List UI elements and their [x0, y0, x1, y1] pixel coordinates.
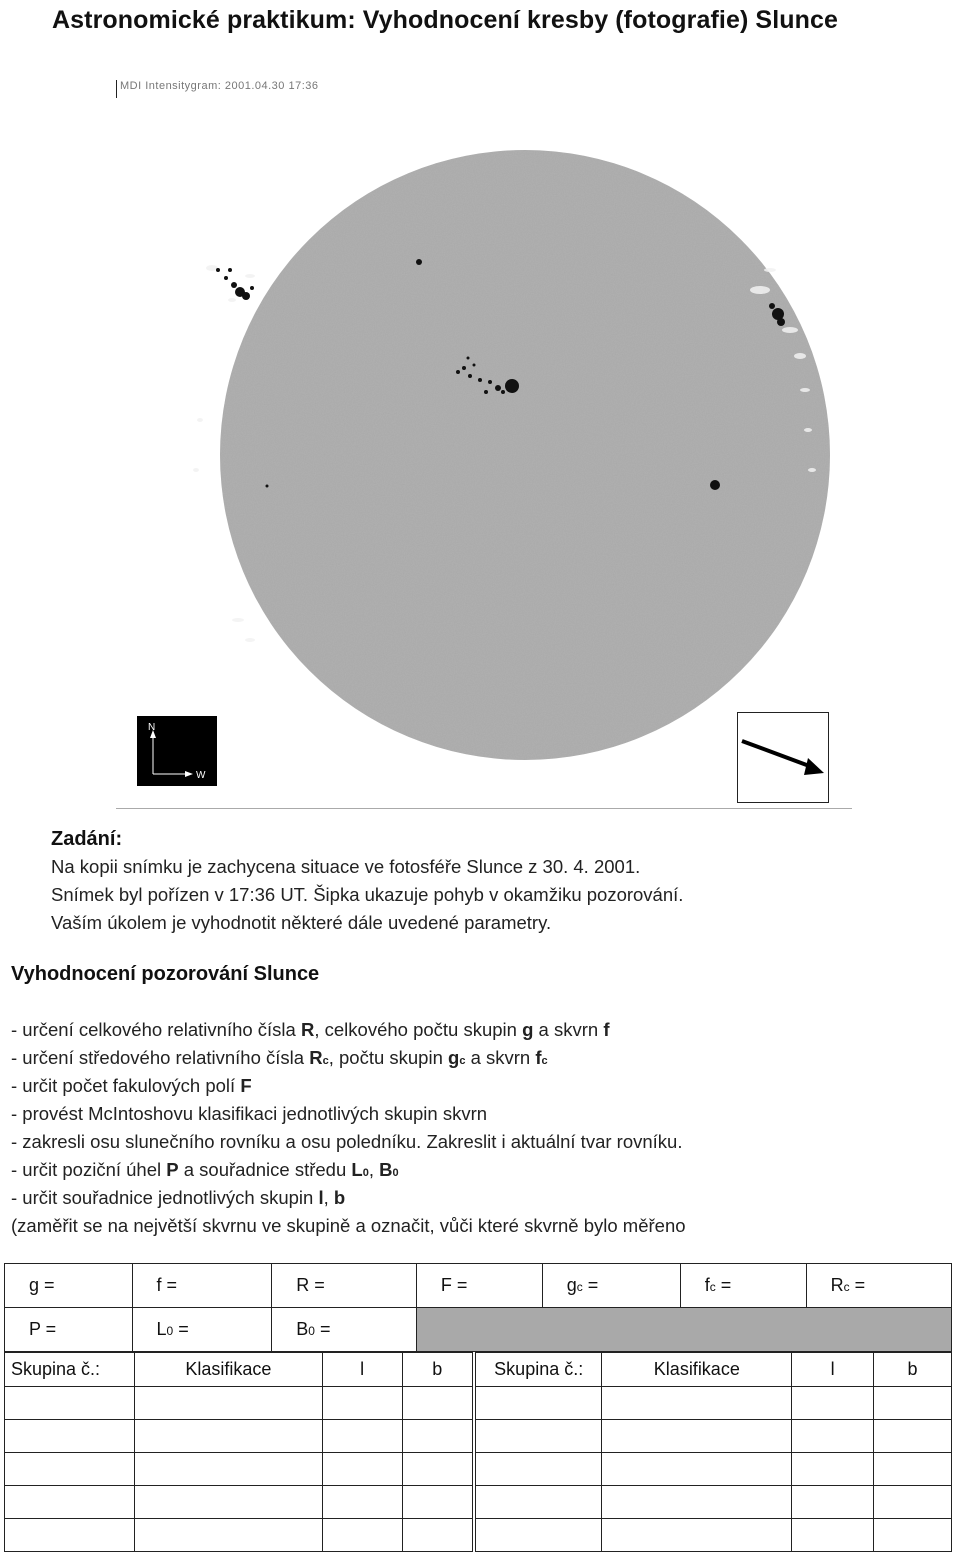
sunspot [468, 374, 472, 378]
cell-F[interactable]: F = [416, 1264, 542, 1308]
shaded-cell [416, 1308, 951, 1352]
cell-fc[interactable]: fc = [680, 1264, 806, 1308]
table-cell[interactable] [792, 1387, 874, 1420]
table-cell[interactable] [402, 1420, 474, 1453]
sunspot [456, 370, 460, 374]
west-label: W [196, 770, 206, 781]
task-item: - určení celkového relativního čísla R, celkového počtu skupin g a skvrn f [11, 1019, 610, 1040]
header-l: l [322, 1353, 402, 1387]
table-cell[interactable] [474, 1453, 602, 1486]
sunspot [495, 385, 501, 391]
cell-R[interactable]: R = [272, 1264, 417, 1308]
facula [808, 468, 816, 472]
sunspot [488, 380, 492, 384]
table-cell[interactable] [5, 1519, 135, 1552]
sunspot [478, 378, 482, 382]
orientation-indicator [137, 716, 217, 786]
sunspot [710, 480, 720, 490]
assignment-heading: Zadání: [51, 828, 123, 850]
header-l: l [792, 1353, 874, 1387]
table-cell[interactable] [322, 1420, 402, 1453]
north-label: N [148, 722, 156, 733]
table-row [5, 1453, 952, 1486]
facula [228, 298, 236, 302]
task-item: - určit poziční úhel P a souřadnice středu L0, B0 [11, 1159, 399, 1180]
header-b: b [402, 1353, 474, 1387]
sunspot [231, 282, 237, 288]
table-cell[interactable] [474, 1486, 602, 1519]
facula [193, 468, 199, 472]
table-row [5, 1519, 952, 1552]
summary-table [4, 1263, 952, 1352]
table-cell[interactable] [474, 1519, 602, 1552]
task-item: - provést McIntoshovu klasifikaci jednotlivých skupin skvrn [11, 1103, 488, 1124]
task-item: - určit počet fakulových polí F [11, 1075, 252, 1096]
assignment-line: Na kopii snímku je zachycena situace ve fotosféře Slunce z 30. 4. 2001. [51, 856, 641, 877]
header-group-number: Skupina č.: [5, 1353, 135, 1387]
table-cell[interactable] [874, 1486, 952, 1519]
cell-P[interactable]: P = [5, 1308, 133, 1352]
table-cell[interactable] [602, 1387, 792, 1420]
table-cell[interactable] [602, 1453, 792, 1486]
facula [782, 327, 798, 333]
sunspot [777, 318, 785, 326]
table-cell[interactable] [474, 1387, 602, 1420]
cell-Rc[interactable]: Rc = [806, 1264, 951, 1308]
sunspot [216, 268, 220, 272]
facula [764, 268, 776, 272]
facula [800, 388, 810, 392]
table-cell[interactable] [874, 1453, 952, 1486]
cell-gc[interactable]: gc = [542, 1264, 680, 1308]
table-cell[interactable] [792, 1486, 874, 1519]
motion-arrow-icon [738, 713, 827, 801]
cell-f[interactable]: f = [132, 1264, 272, 1308]
table-cell[interactable] [402, 1453, 474, 1486]
task-item: - určit souřadnice jednotlivých skupin l, b [11, 1187, 346, 1208]
assignment-line: Snímek byl pořízen v 17:36 UT. Šipka ukazuje pohyb v okamžiku pozorování. [51, 884, 684, 905]
facula [245, 274, 255, 278]
divider [116, 808, 852, 809]
facula [245, 638, 255, 642]
facula [750, 286, 770, 294]
sunspot [505, 379, 519, 393]
task-item: - zakresli osu slunečního rovníku a osu poledníku. Zakreslit i aktuální tvar rovníku. [11, 1131, 683, 1152]
sunspot [467, 357, 470, 360]
table-cell[interactable] [874, 1420, 952, 1453]
header-group-number: Skupina č.: [474, 1353, 602, 1387]
task-item: (zaměřit se na největší skvrnu ve skupině a označit, vůči které skvrně bylo měřeno [11, 1215, 686, 1236]
table-cell[interactable] [874, 1519, 952, 1552]
table-cell[interactable] [402, 1519, 474, 1552]
evaluation-heading: Vyhodnocení pozorování Slunce [11, 963, 320, 985]
table-cell[interactable] [322, 1453, 402, 1486]
page-title: Astronomické praktikum: Vyhodnocení kresby (fotografie) Slunce [52, 6, 838, 34]
table-cell[interactable] [134, 1420, 322, 1453]
header-classification: Klasifikace [602, 1353, 792, 1387]
table-cell[interactable] [602, 1519, 792, 1552]
cell-L0[interactable]: L0 = [132, 1308, 272, 1352]
sunspot [416, 259, 422, 265]
task-item: - určení středového relativního čísla Rc, počtu skupin gc a skvrn fc [11, 1047, 548, 1068]
table-cell[interactable] [5, 1453, 135, 1486]
table-cell[interactable] [5, 1486, 135, 1519]
table-cell[interactable] [5, 1420, 135, 1453]
sunspot [266, 485, 269, 488]
sunspot [462, 366, 466, 370]
sunspot [228, 268, 232, 272]
table-cell[interactable] [792, 1453, 874, 1486]
table-cell[interactable] [402, 1486, 474, 1519]
facula [232, 618, 244, 622]
table-row [5, 1486, 952, 1519]
table-row [5, 1387, 952, 1420]
sunspot [501, 390, 505, 394]
sunspot [242, 292, 250, 300]
sunspot [224, 276, 228, 280]
table-cell[interactable] [602, 1486, 792, 1519]
table-cell[interactable] [5, 1387, 135, 1420]
table-cell[interactable] [134, 1486, 322, 1519]
image-caption: MDI Intensitygram: 2001.04.30 17:36 [116, 80, 319, 98]
table-cell[interactable] [602, 1420, 792, 1453]
table-cell[interactable] [322, 1486, 402, 1519]
facula [794, 353, 806, 359]
sunspot [769, 303, 775, 309]
assignment-line: Vaším úkolem je vyhodnotit některé dále uvedené parametry. [51, 912, 552, 933]
table-cell[interactable] [874, 1387, 952, 1420]
header-b: b [874, 1353, 952, 1387]
sunspot [484, 390, 488, 394]
table-cell[interactable] [792, 1420, 874, 1453]
table-cell[interactable] [792, 1519, 874, 1552]
groups-table [4, 1352, 952, 1552]
facula [197, 418, 203, 422]
table-cell[interactable] [402, 1387, 474, 1420]
sunspot [250, 286, 254, 290]
sunspot [473, 364, 476, 367]
motion-arrow-box [737, 712, 829, 803]
cell-B0[interactable]: B0 = [272, 1308, 417, 1352]
table-cell[interactable] [322, 1519, 402, 1552]
table-cell[interactable] [134, 1453, 322, 1486]
facula [804, 428, 812, 432]
table-row [5, 1420, 952, 1453]
cell-g[interactable]: g = [5, 1264, 133, 1308]
table-cell[interactable] [134, 1387, 322, 1420]
table-cell[interactable] [134, 1519, 322, 1552]
header-classification: Klasifikace [134, 1353, 322, 1387]
table-cell[interactable] [322, 1387, 402, 1420]
table-cell[interactable] [474, 1420, 602, 1453]
